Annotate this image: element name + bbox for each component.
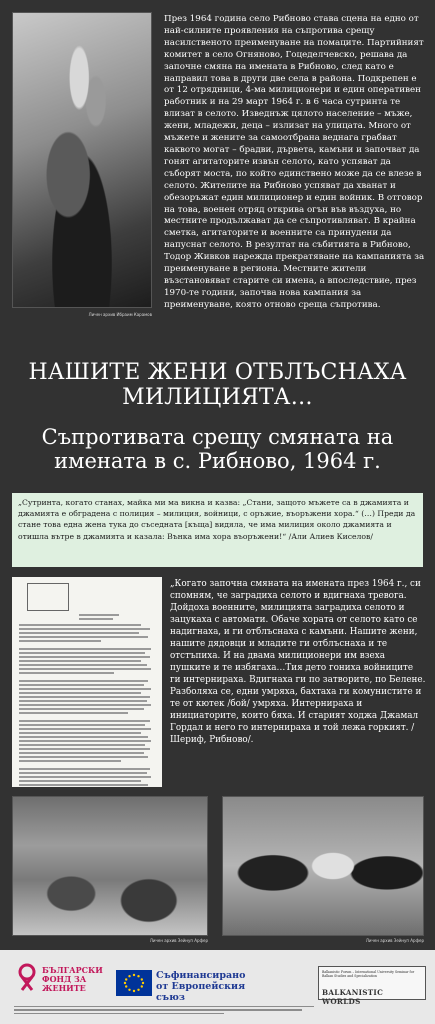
- testimony-paragraph: „Когато започна смяната на имената през 1964 г., си спомням, че заградиха селото и вдигнаха тревога. Дойдоха военните, милицията заградиха селото и зацукаха с автомати. Обаче хората от селото като се надигнаха, и ги отблъснаха с камъни. Нашите жени, нашите дядовци и младите ги отблъснаха и те отстъпиха. И на двама милиционери им взеха пушките и те избягаха…Тия дето гониха войниците ги интернираха. Вдигнаха ги по затворите, по Белене. Разболяха се, едни умряха, бахтаха ги комунистите и те от кютек /бой/ умряха. Интернираха и инициаторите, които бяха. И старият ходжа Джамал Гордал и него го интернираха и той лежа горкият. /Шериф, Рибново/.: [170, 579, 426, 745]
- history-paragraph: През 1964 година село Рибново става сцена на едно от най-силните проявления на съпротива срещу насилственото преименуване на помаците. Партийният комитет в село Огняново, Гоцеделчевско, решава да започне смяна на имената в Рибново, след като е направил това в други две села в района. Подкрепен е от 12 отрядници, 4-ма милиционери и един оперативен работник и на 29 март 1964 г. в 6 часа сутринта те влизат в селото. Изведнъж цялото население – мъже, жени, младежи, деца – излизат на улицата. Много от мъжете и жените за самоотбрана веднага грабват каквото могат – брадви, дървета, камъни и започват да гонят агитаторите извън селото, като успяват да съборят моста, по който единствено може да се влезе в селото. Жителите на Рибново успяват да хванат и обезоръжат един милиционер и един войник. В отговор на това, военен отряд открива огън във въздуха, но местните продължават да се съпротивляват. В крайна сметка, агитаторите и военните са принудени да напуснат селото. В резултат на събитията в Рибново, Тодор Живков нарежда прекратяване на кампанията за преименуване в региона. Местните жители възстановяват старите си имена, а впоследствие, през 1970-те години, започва нова кампания за преименуване, която отново среща съпротива.: [164, 14, 425, 310]
- fund-logo-icon: [14, 962, 40, 992]
- balkanistic-forum-text: Balkanistic Forum – International University Seminar for Balkan Studies and Specialization: [322, 970, 415, 978]
- elderly-woman-photo: [12, 12, 152, 308]
- right-photo-caption: Личен архив Зейнуп Арфер: [365, 938, 424, 943]
- footer-fine-print: [14, 1006, 314, 1016]
- eu-flag-icon: [116, 970, 152, 996]
- archival-document-image: [12, 577, 162, 787]
- document-header-lines: [79, 614, 155, 620]
- document-stamp: [27, 583, 69, 611]
- women-group-photo: [222, 796, 424, 936]
- fund-name: БЪЛГАРСКИ ФОНД ЗА ЖЕНИТЕ: [42, 965, 103, 993]
- left-photo-caption: Личен архив Зейнуп Арфер: [149, 938, 208, 943]
- village-street-photo: [12, 796, 208, 936]
- balkanistic-worlds-label: BALKANISTIC WORLDS: [322, 988, 384, 1006]
- page-title: НАШИТЕ ЖЕНИ ОТБЛЪСНАХА МИЛИЦИЯТА…: [28, 360, 407, 410]
- eu-cofunded-label: Съфинансирано от Европейския съюз: [156, 970, 246, 1003]
- top-photo-caption: Личен архив Ибраим Карамов: [88, 312, 152, 317]
- testimony-quote: „Сутринта, когато станах, майка ми ма викна и казва: „Стани, защото мъжете са в джамията и джамията е обградена с полиция – милиция, войници, с оръжие, въоръжени хора.“ (…) Преди да стане това една жена тука до съседната [къща] видяла, че има милиция около джамията и отишла вътре в джамията и казала: Вънка има хора въоръжени!“ /Али Алиев Киселов/: [12, 493, 423, 567]
- page-subtitle: Съпротивата срещу смяната на имената в с. Рибново, 1964 г.: [41, 425, 394, 473]
